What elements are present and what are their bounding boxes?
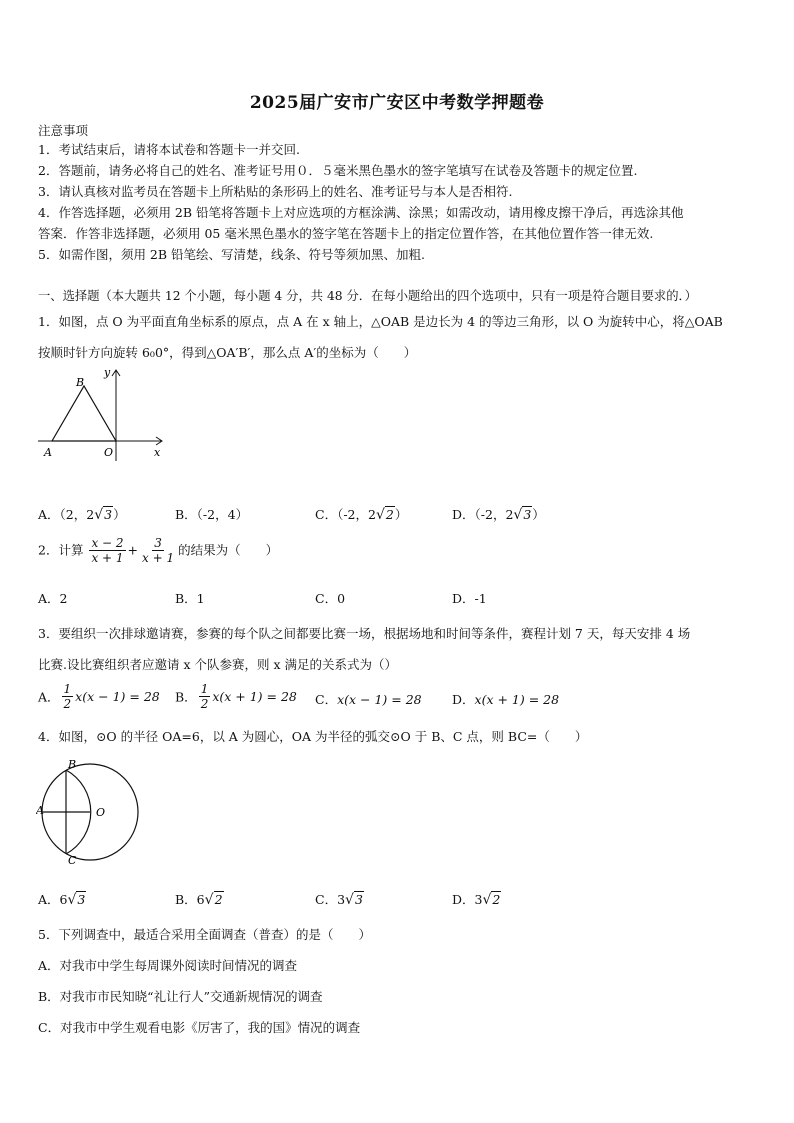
q5-option-c[interactable]: C．对我市中学生观看电影《厉害了，我的国》情况的调查 bbox=[38, 1020, 361, 1035]
q1-option-b[interactable]: B．（-2，4） bbox=[175, 507, 249, 522]
question-1-line-1: 1．如图，点 O 为平面直角坐标系的原点，点 A 在 x 轴上，△OAB 是边长为 4 的等边三角形，以 O 为旋转中心，将△OAB bbox=[38, 314, 723, 329]
label-c: C bbox=[68, 854, 77, 866]
label-o: O bbox=[104, 446, 114, 459]
notice-item: 1．考试结束后，请将本试卷和答题卡一并交回. bbox=[38, 142, 300, 157]
q4-option-b[interactable]: B．6√2 bbox=[175, 892, 223, 908]
q3-option-d[interactable]: D．x(x + 1) = 28 bbox=[452, 692, 560, 707]
label-b: B bbox=[68, 758, 77, 771]
label-b: B bbox=[76, 376, 85, 389]
question-2: 2．计算 $\frac{x - 2}{x + 1}$ + $\frac{3}{x + 1}$ 的结果为（ ） bbox=[38, 536, 279, 565]
label-a: A bbox=[44, 446, 52, 459]
q2-option-a[interactable]: A．2 bbox=[38, 591, 68, 606]
q4-option-d[interactable]: D．3√2 bbox=[452, 892, 501, 908]
notice-item: 4．作答选择题，必须用 2B 铅笔将答题卡上对应选项的方框涂满、涂黑；如需改动，请用橡皮擦干净后，再选涂其他 bbox=[38, 205, 684, 220]
q2-option-b[interactable]: B．1 bbox=[175, 591, 205, 606]
q3-option-c[interactable]: C．x(x − 1) = 28 bbox=[315, 692, 422, 707]
question-3-line-2: 比赛.设比赛组织者应邀请 x 个队参赛，则 x 满足的关系式为（） bbox=[38, 657, 397, 672]
section-heading: 一、选择题（本大题共 12 个小题，每小题 4 分，共 48 分．在每小题给出的四个选项中，只有一项是符合题目要求的．） bbox=[38, 289, 697, 303]
q3-option-a[interactable]: A． $\frac{1}{2}$ x(x − 1) = 28 bbox=[38, 682, 160, 711]
q5-option-a[interactable]: A．对我市中学生每周课外阅读时间情况的调查 bbox=[38, 958, 298, 973]
q5-option-b[interactable]: B．对我市市民知晓“礼让行人”交通新规情况的调查 bbox=[38, 989, 323, 1004]
fraction-2: $\frac{3}{x + 1}$ bbox=[142, 536, 175, 565]
label-y: y bbox=[104, 366, 111, 379]
notice-item: 答案．作答非选择题，必须用 05 毫米黑色墨水的签字笔在答题卡上的指定位置作答，在其他位置作答一律无效. bbox=[38, 226, 654, 241]
label-o: O bbox=[96, 806, 106, 819]
q4-option-a[interactable]: A．6√3 bbox=[38, 892, 86, 908]
label-x: x bbox=[154, 446, 161, 459]
fraction-1: $\frac{x - 2}{x + 1}$ bbox=[91, 536, 124, 565]
notice-heading: 注意事项 bbox=[38, 123, 89, 138]
q3-option-b[interactable]: B． $\frac{1}{2}$ x(x + 1) = 28 bbox=[175, 682, 297, 711]
figure-circle-arc bbox=[36, 756, 142, 866]
question-5: 5．下列调查中，最适合采用全面调查（普查）的是（ ） bbox=[38, 927, 371, 942]
q1-option-d[interactable]: D．（-2，2√3） bbox=[452, 507, 545, 523]
notice-item: 5．如需作图，须用 2B 铅笔绘、写清楚，线条、符号等须加黑、加粗. bbox=[38, 247, 426, 262]
q4-option-c[interactable]: C．3√3 bbox=[315, 892, 363, 908]
question-1-line-2: 按顺时针方向旋转 6₀0°，得到△OA′B′，那么点 A′的坐标为（ ） bbox=[38, 345, 417, 360]
page-title: 2025届广安市广安区中考数学押题卷 bbox=[249, 93, 545, 113]
q1-option-a[interactable]: A．（2，2√3） bbox=[38, 507, 126, 523]
label-a: A bbox=[36, 804, 44, 817]
q2-option-d[interactable]: D．-1 bbox=[452, 591, 487, 606]
q2-option-c[interactable]: C．0 bbox=[315, 591, 346, 606]
notice-item: 3．请认真核对监考员在答题卡上所粘贴的条形码上的姓名、准考证号与本人是否相符. bbox=[38, 184, 513, 199]
question-4: 4．如图，⊙O 的半径 OA=6，以 A 为圆心，OA 为半径的弧交⊙O 于 B、C 点，则 BC=（ ） bbox=[38, 729, 588, 744]
question-3-line-1: 3．要组织一次排球邀请赛，参赛的每个队之间都要比赛一场，根据场地和时间等条件，赛程计划 7 天，每天安排 4 场 bbox=[38, 626, 691, 641]
figure-coordinate-triangle bbox=[36, 364, 166, 464]
q1-option-c[interactable]: C．（-2，2√2） bbox=[315, 507, 408, 523]
notice-item: 2．答题前，请务必将自己的姓名、准考证号用０．５毫米黑色墨水的签字笔填写在试卷及答题卡的规定位置. bbox=[38, 163, 638, 178]
